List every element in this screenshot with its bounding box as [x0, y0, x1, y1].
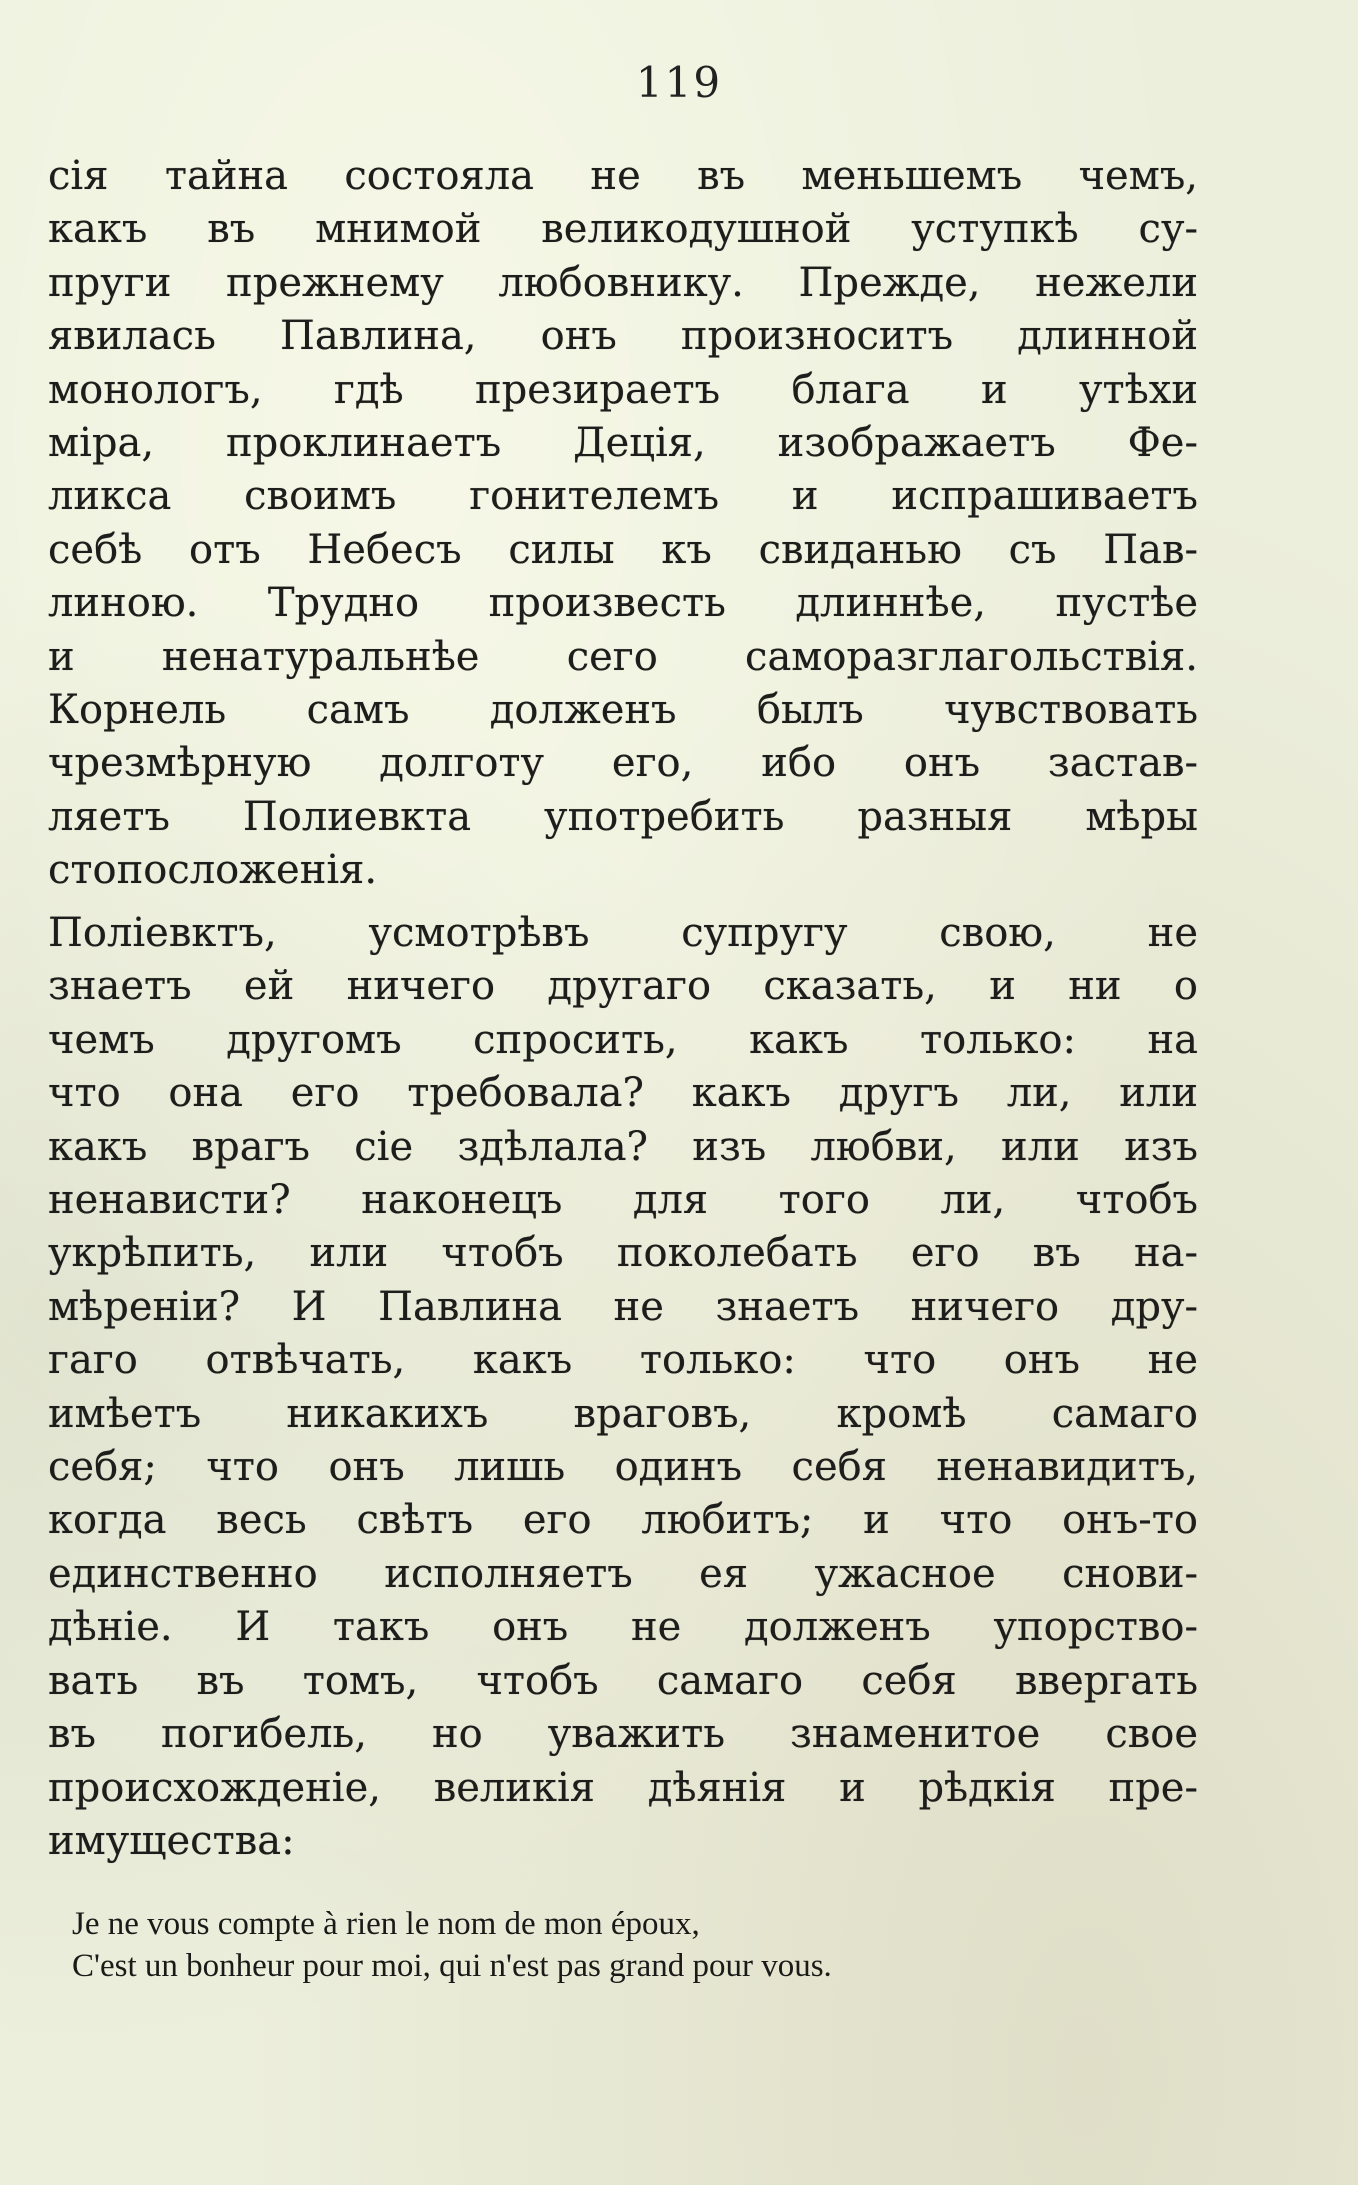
- text-line: ляетъ Полиевкта употребить разныя мѣры: [48, 793, 1198, 840]
- paragraph-2: [48, 907, 1198, 1868]
- text-line: стопосложенія.: [48, 847, 378, 894]
- text-line: знаетъ ей ничего другаго сказать, и ни о: [48, 963, 1198, 1010]
- text-line: себя; что онъ лишь одинъ себя ненавидитъ,: [48, 1444, 1198, 1491]
- text-line: имущества:: [48, 1817, 295, 1864]
- text-line: какъ врагъ сіе здѣлала? изъ любви, или изъ: [48, 1123, 1198, 1170]
- text-line: чемъ другомъ спросить, какъ только: на: [48, 1016, 1198, 1063]
- text-line: явилась Павлина, онъ произноситъ длинной: [48, 313, 1198, 360]
- text-line: сія тайна состояла не въ меньшемъ чемъ,: [48, 153, 1198, 199]
- text-line: ненависти? наконецъ для того ли, чтобъ: [48, 1177, 1198, 1224]
- text-line: себѣ отъ Небесъ силы къ свиданью съ Пав-: [48, 526, 1198, 573]
- text-line: и ненатуральнѣе сего саморазглагольствія.: [48, 633, 1198, 680]
- text-line: мѣреніи? И Павлина не знаетъ ничего дру-: [48, 1283, 1198, 1330]
- text-line: въ погибель, но уважить знаменитое свое: [48, 1711, 1198, 1758]
- page-number: 119: [635, 58, 723, 107]
- text-line: міра, проклинаетъ Деція, изображаетъ Фе-: [48, 420, 1198, 467]
- text-line: какъ въ мнимой великодушной уступкѣ су-: [48, 206, 1198, 253]
- text-line: происхожденіе, великія дѣянія и рѣдкія пре-: [48, 1764, 1198, 1811]
- text-line: чрезмѣрную долготу его, ибо онъ застав-: [48, 740, 1198, 787]
- text-line: вать въ томъ, чтобъ самаго себя ввергать: [48, 1657, 1198, 1704]
- text-line: линою. Трудно произвесть длиннѣе, пустѣе: [48, 580, 1198, 627]
- text-line: укрѣпить, или чтобъ поколебать его въ на-: [48, 1230, 1198, 1277]
- quote-line: Je ne vous compte à rien le nom de mon époux,: [72, 1906, 700, 1942]
- text-line: монологъ, гдѣ презираетъ блага и утѣхи: [48, 366, 1198, 413]
- text-line: имѣетъ никакихъ враговъ, кромѣ самаго: [48, 1390, 1198, 1437]
- text-line: Поліевктъ, усмотрѣвъ супругу свою, не: [48, 910, 1198, 956]
- text-line: что она его требовала? какъ другъ ли, или: [48, 1070, 1198, 1117]
- text-line: когда весь свѣтъ его любитъ; и что онъ-то: [48, 1497, 1198, 1544]
- text-line: пруги прежнему любовнику. Прежде, нежели: [48, 259, 1198, 306]
- text-line: единственно исполняетъ ея ужасное снови-: [48, 1550, 1198, 1597]
- text-line: дѣніе. И такъ онъ не долженъ упорство-: [48, 1604, 1198, 1651]
- quote-line: C'est un bonheur pour moi, qui n'est pas grand pour vous.: [72, 1948, 832, 1984]
- text-line: гаго отвѣчать, какъ только: что онъ не: [48, 1337, 1198, 1384]
- french-quote: [72, 1903, 1192, 1987]
- text-line: ликса своимъ гонителемъ и испрашиваетъ: [48, 473, 1198, 520]
- paragraph-1: [48, 150, 1198, 898]
- text-line: Корнель самъ долженъ былъ чувствовать: [48, 687, 1198, 734]
